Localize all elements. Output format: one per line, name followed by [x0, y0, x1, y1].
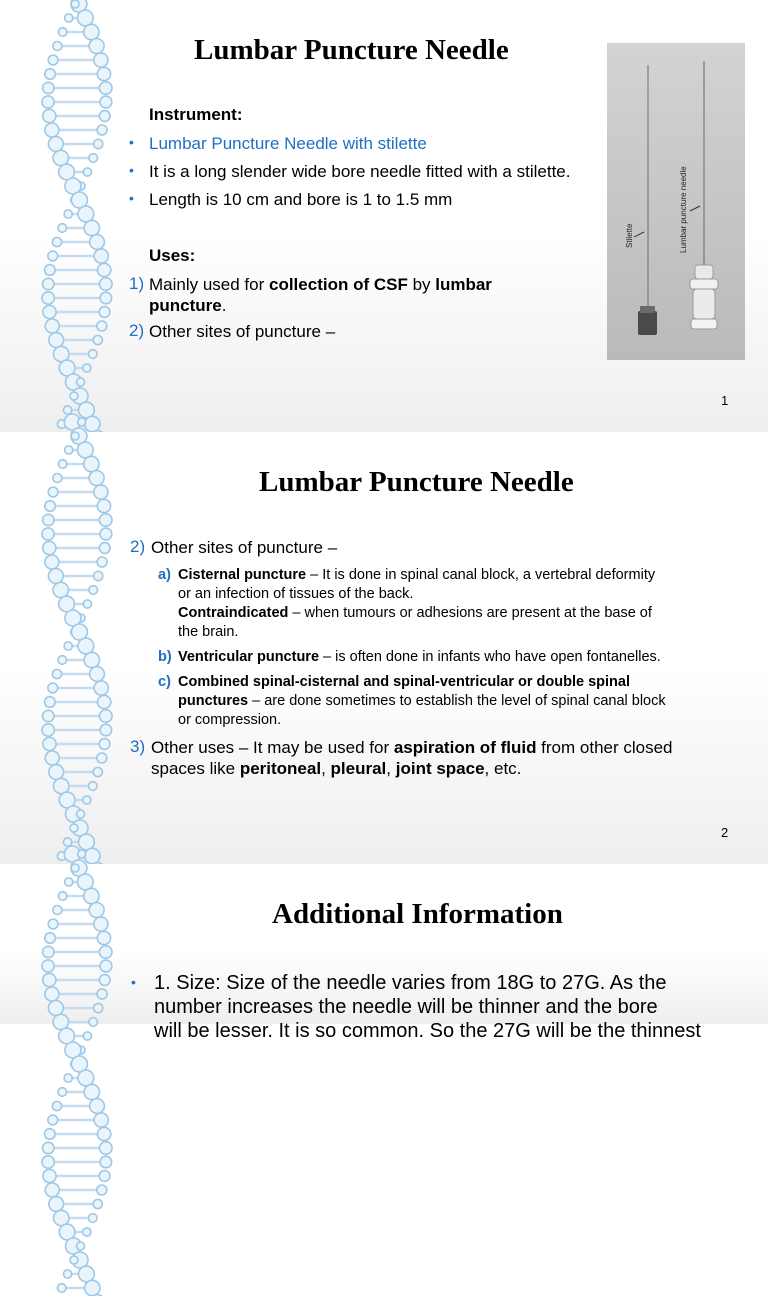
- slide-3: [0, 864, 768, 1042]
- slide-1: [0, 0, 768, 432]
- stilette-label: Stilette: [625, 223, 634, 248]
- bullet-icon: •: [129, 162, 134, 178]
- subitem-combined: Combined spinal-cisternal and spinal-ventricular or double spinal punctures – are done sometimes to establish the level of spinal canal block or compression.: [178, 674, 666, 728]
- bullet-icon: •: [131, 974, 136, 990]
- bullet-icon: •: [129, 190, 134, 206]
- bullet-icon: •: [129, 134, 134, 150]
- list-number: 1): [129, 274, 145, 293]
- dna-helix-decoration: [0, 864, 130, 1296]
- uses-item-2: Other sites of puncture –: [149, 322, 336, 341]
- needle-label: Lumbar puncture needle: [679, 166, 688, 253]
- additional-info-text: 1. Size: Size of the needle varies from 18G to 27G. As the number increases the needle will be thinner and the bore will be lesser. It is so common. So the 27G will be the thinnest: [154, 972, 701, 1042]
- page-number: 2: [721, 825, 729, 840]
- subitem-cisternal: Cisternal puncture – It is done in spinal canal block, a vertebral deformity or an infection of tissues of the back. Contraindicated – when tumours or adhesions are present at the base of the brain.: [178, 567, 656, 640]
- list-item-3: Other uses – It may be used for aspiration of fluid from other closed spaces like peritoneal, pleural, joint space, etc.: [151, 738, 673, 778]
- uses-heading: Uses:: [149, 246, 196, 265]
- slide-2: [0, 432, 768, 864]
- dna-helix-decoration: [0, 0, 130, 432]
- bullet-item: Lumbar Puncture Needle with stilette: [149, 134, 427, 153]
- list-number: 2): [130, 537, 146, 556]
- bullet-item: It is a long slender wide bore needle fitted with a stilette.: [149, 162, 571, 181]
- slide-title: Lumbar Puncture Needle: [259, 466, 574, 498]
- dna-helix-decoration: [0, 432, 130, 864]
- sub-letter: c): [158, 674, 171, 690]
- sub-letter: a): [158, 567, 171, 583]
- bullet-item: Length is 10 cm and bore is 1 to 1.5 mm: [149, 190, 453, 209]
- list-item-2: Other sites of puncture –: [151, 538, 338, 557]
- needle-photo: [607, 43, 745, 360]
- slide-title: Additional Information: [272, 898, 563, 930]
- instrument-heading: Instrument:: [149, 105, 243, 124]
- list-number: 3): [130, 737, 146, 756]
- sub-letter: b): [158, 649, 172, 665]
- page-number: 1: [721, 393, 729, 408]
- needle-illustration: [607, 43, 745, 360]
- uses-item-1: Mainly used for collection of CSF by lumbar puncture.: [149, 275, 492, 315]
- subitem-ventricular: Ventricular puncture – is often done in infants who have open fontanelles.: [178, 649, 661, 665]
- slide-title: Lumbar Puncture Needle: [194, 34, 509, 66]
- list-number: 2): [129, 321, 145, 340]
